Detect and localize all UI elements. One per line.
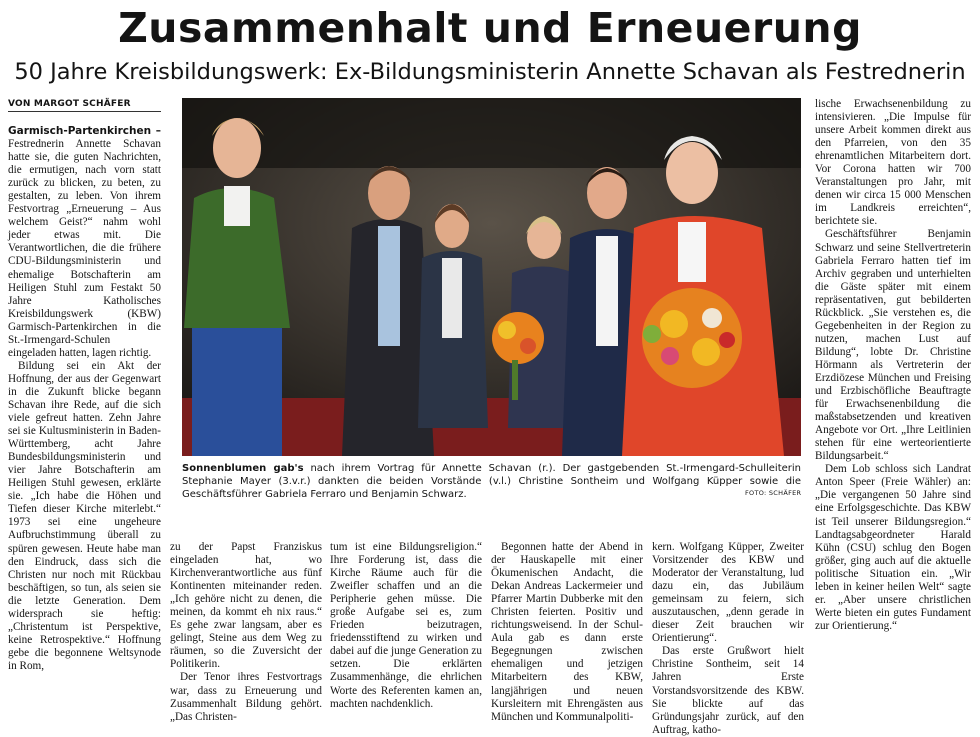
paragraph: Geschäftsführer Benjamin Schwarz und seine Stellvertreterin Gabriela Ferraro hatten tief im Archiv gegraben und unterhielten die Gäste später mit einem repräsentativen, gut bebilderten Rückblick. „Sie verstehen es, die Gegebenheiten in der Region zu nutzen, machen Lust auf Bildung“, lobte Dr. Christine Hörmann als Vertreterin der Erzdiözese München und Freising und Erzbischöfliche Beauftragte für Erwachsenenbildung die maßstabsetzenden und kreativen Angebote vor Ort. „Ihre Leitlinien stehen für eine werteorientierte Bildungsarbeit.“: [815, 228, 971, 463]
dateline: Garmisch-Partenkirchen –: [8, 125, 161, 137]
column-4: [491, 541, 643, 724]
lead-text: Festrednerin Annette Schavan hatte sie, die guten Nachrichten, die ermutigen, nach vorn statt zurück zu blicken, zu beten, zu gestalten, zu leben. Von ihrem Festvortrag „Erneuerung – Aus welchem Geist?“ nahm wohl jeder etwas mit. Die Verantwortlichen, die die frühere CDU-Bildungsministerin und ehemalige Botschafterin am Heiligen Stuhl zum Festakt 50 Jahre Katholisches Kreisbildungswerk (KBW) Garmisch-Partenkirchen in die St.-Irmengard-Schulen eingeladen hatten, lagen richtig.: [8, 138, 161, 359]
paragraph: tum ist eine Bildungsreligion.“ Ihre Forderung ist, dass die Kirche Räume auch für die Zweifler schaffen und an die Peripherie gehen müsse. Die große Aufgabe sei es, zum Frieden beizutragen, friedensstiftend zu wirken und dabei auf die junge Generation zu setzen. Die erklärten Zusammenhänge, die ehrlichen Worte des Referenten kamen an, machten nachdenklich.: [330, 541, 482, 710]
photo-illustration: [182, 98, 801, 456]
subheadline: 50 Jahre Kreisbildungswerk: Ex-Bildungsministerin Annette Schavan als Festrednerin: [14, 59, 966, 85]
column-6: [815, 98, 971, 633]
paragraph: Das erste Grußwort hielt Christine Sontheim, seit 14 Jahren Erste Vorstandsvorsitzende des KBW. Sie blickte auf das Gründungsjahr zurück, auf den Auftrag, katho-: [652, 645, 804, 736]
caption-text: nach ihrem Vortrag für Annette Schavan (r.). Der gastgebenden St.-Irmengard-Schulleiterin Stephanie Mayer (3.v.r.) dankten die beiden Vorstände (v.l.) Christine Sontheim und Wolfgang Küpper sowie die Geschäftsführer Gabriela Ferraro und Benjamin Schwarz.: [182, 463, 801, 500]
paragraph: Der Tenor ihres Festvortrags war, dass zu Erneuerung und Zusammenhalt Bildung gehört. „Das Christen-: [170, 671, 322, 723]
caption-lead: Sonnenblumen gab's: [182, 463, 304, 474]
paragraph: kern. Wolfgang Küpper, Zweiter Vorsitzender des KBW und Moderator der Veranstaltung, lud dazu ein, das Jubiläum gemeinsam zu feiern, sich auszutauschen, „denn gerade in dieser Zeit brauchen wir Orientierung“.: [652, 541, 804, 645]
paragraph: lische Erwachsenenbildung zu intensivieren. „Die Impulse für unsere Arbeit kommen direkt aus den Pfarreien, von den 35 ehrenamtlichen Mitarbeitern dort. Vor Corona hatten wir 700 Veranstaltungen pro Jahr, mit denen wir circa 15 000 Menschen im Landkreis erreichten“, berichtete sie.: [815, 98, 971, 228]
photo-caption: [182, 462, 801, 501]
headline: Zusammenhalt und Erneuerung: [118, 4, 862, 52]
column-2: [170, 541, 322, 724]
paragraph: zu der Papst Franziskus eingeladen hat, wo Kirchenverantwortliche aus fünf Kontinenten miteinander reden. „Ich gehöre nicht zu denen, die meinen, da kommt eh nix raus.“ Es gehe zwar langsam, aber es gelingt, Steine aus dem Weg zu räumen, so die Zuversicht der Politikerin.: [170, 541, 322, 671]
column-5: [652, 541, 804, 737]
paragraph: Bildung sei ein Akt der Hoffnung, der aus der Gegenwart in die Zukunft blicke begann Schavan ihre Rede, auf die sich viele gefreut hatten. Zehn Jahre sei sie Kultusministerin in Baden-Württemberg, acht Jahre Bundesbildungsministerin und vier Jahre Botschafterin am Heiligen Stuhl gewesen, erklärte sie. „Ich habe die Höhen und Tiefen dieser Kirche miterlebt.“ 1973 sei eine ungeheure Aufbruchstimmung überall zu spüren gewesen. Heute habe man den Eindruck, dass sich die Christen nur noch mit Rückbau beschäftigen, so tun, als seien sie die letzte Generation. Dem widersprach sie heftig: „Christentum ist Perspektive, keine Retrospektive.“ Hoffnung gebe die begonnene Weltsynode in Rom,: [8, 359, 161, 672]
group-photo: [182, 98, 801, 456]
lead-paragraph: [8, 125, 161, 360]
column-3: [330, 541, 482, 711]
photo-credit: FOTO: SCHÄFER: [745, 489, 802, 497]
paragraph: Dem Lob schloss sich Landrat Anton Speer (Freie Wähler) an: „Die vergangenen 50 Jahre sind eine Erfolgsgeschichte. Das KBW ist Teil unserer Bildungsregion.“ Landtagsabgeordneter Harald Kühn (CSU) schlug den Bogen größer, ging auch auf die aktuelle politische Situation ein. „Wir leben in keiner heilen Welt“ sagte er. „Aber unsere christlichen Werte bieten ein gutes Fundament zur Orientierung.“: [815, 463, 971, 632]
byline: VON MARGOT SCHÄFER: [8, 99, 161, 112]
column-1: [8, 125, 161, 673]
paragraph: Begonnen hatte der Abend in der Hauskapelle mit einer Ökumenischen Andacht, die Dekan Andreas Lackermeier und Pfarrer Martin Dubberke mit den Christen feierten. Positiv und richtungsweisend. In der Schul-Aula gab es dann erste Begegnungen zwischen ehemaligen und jetzigen Mitarbeitern des KBW, langjährigen und neuen Kursleitern mit Ehrengästen aus München und Kommunalpoliti-: [491, 541, 643, 723]
